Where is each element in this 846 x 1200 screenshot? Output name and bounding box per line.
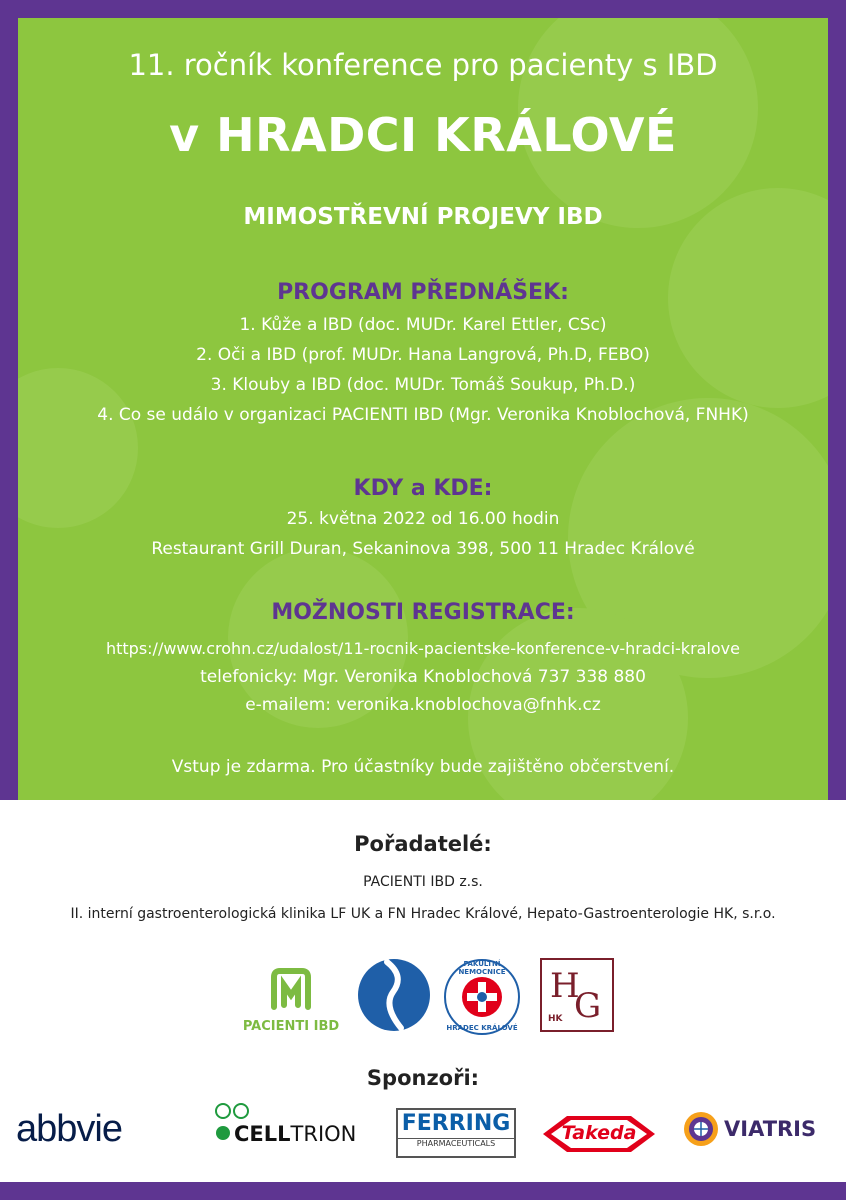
program-item: 3. Klouby a IBD (doc. MUDr. Tomáš Soukup, Ph.D.): [210, 375, 636, 395]
when-where-heading: KDY a KDE:: [353, 476, 493, 501]
program-item: 4. Co se událo v organizaci PACIENTI IBD (Mgr. Veronika Knoblochová, FNHK): [97, 405, 749, 425]
viatris-name: VIATRIS: [724, 1117, 817, 1141]
fnhk-logo: [443, 958, 521, 1036]
subtitle: MIMOSTŘEVNÍ PROJEVY IBD: [243, 204, 603, 230]
abbvie-logo: abbvie: [16, 1108, 122, 1150]
pacienti-ibd-logo: [236, 965, 346, 1035]
hg-hk: HK: [548, 1014, 563, 1024]
celltrion-logo: [214, 1102, 374, 1152]
program-item: 1. Kůže a IBD (doc. MUDr. Karel Ettler, CSc): [239, 315, 607, 335]
program-item: 2. Oči a IBD (prof. MUDr. Hana Langrová, Ph.D, FEBO): [196, 345, 650, 365]
viatris-icon: [682, 1110, 720, 1148]
ferring-logo: [396, 1108, 516, 1158]
top-border: [0, 0, 846, 18]
bottom-border: [0, 1182, 846, 1200]
event-place: Restaurant Grill Duran, Sekaninova 398, 500 11 Hradec Králové: [151, 539, 695, 559]
event-date: 25. května 2022 od 16.00 hodin: [286, 509, 560, 529]
pacienti-ibd-icon: [236, 965, 346, 1015]
celltrion-bold: CELL: [234, 1122, 291, 1146]
ibd-clinic-logo: [357, 958, 431, 1032]
registration-phone: telefonicky: Mgr. Veronika Knoblochová 737 338 880: [200, 667, 646, 687]
pacienti-ibd-label: PACIENTI IBD: [242, 1019, 340, 1034]
ferring-sub: PHARMACEUTICALS: [398, 1138, 514, 1148]
title-line-2: v HRADCI KRÁLOVÉ: [169, 108, 677, 162]
program-heading: PROGRAM PŘEDNÁŠEK:: [277, 280, 569, 305]
fnhk-bottom-text: HRADEC KRÁLOVÉ: [446, 1024, 518, 1032]
hg-g: G: [574, 986, 602, 1026]
celltrion-light: TRION: [290, 1122, 357, 1146]
registration-email[interactable]: e-mailem: veronika.knoblochova@fnhk.cz: [245, 695, 601, 715]
hg-logo: [540, 958, 614, 1032]
takeda-name: Takeda: [561, 1122, 637, 1144]
viatris-logo: [682, 1110, 832, 1150]
registration-url[interactable]: https://www.crohn.cz/udalost/11-rocnik-pacientske-konference-v-hradci-kralove: [105, 639, 740, 658]
hg-h: H: [550, 966, 580, 1006]
registration-heading: MOŽNOSTI REGISTRACE:: [271, 600, 575, 625]
takeda-logo: [537, 1112, 661, 1156]
organizers-heading: Pořadatelé:: [354, 832, 492, 856]
organizer-2: II. interní gastroenterologická klinika LF UK a FN Hradec Králové, Hepato-Gastroenterologie HK, s.r.o.: [70, 906, 776, 922]
ferring-name: FERRING: [401, 1111, 511, 1136]
sponsors-heading: Sponzoři:: [366, 1066, 480, 1090]
fnhk-top-text: FAKULTNÍ NEMOCNICE: [458, 960, 506, 976]
entry-note: Vstup je zdarma. Pro účastníky bude zajištěno občerstvení.: [171, 757, 675, 777]
title-line-1: 11. ročník konference pro pacienty s IBD: [128, 48, 718, 82]
organizer-1: PACIENTI IBD z.s.: [363, 874, 483, 890]
